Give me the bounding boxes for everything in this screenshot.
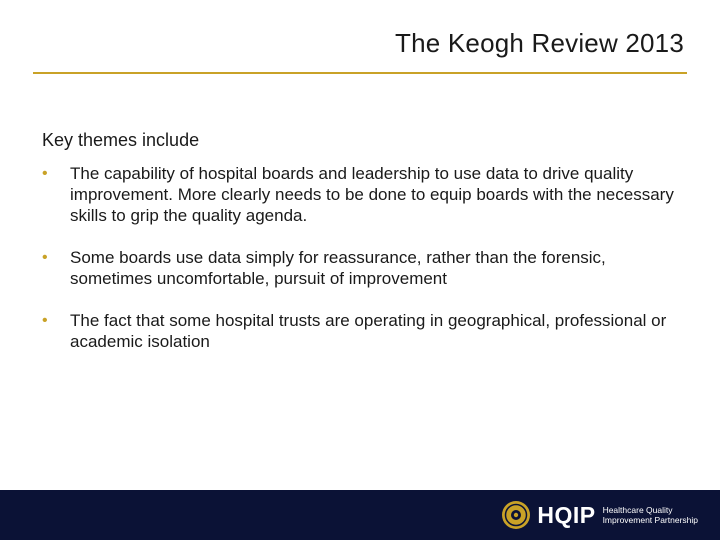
bullet-text: The capability of hospital boards and leadership to use data to drive quality improvement. More clearly needs to be done to equip boards with the necessary skills to grip the quality agenda.	[70, 164, 674, 225]
bullet-item	[42, 310, 682, 352]
hqip-logo	[501, 499, 698, 531]
key-themes-heading: Key themes include	[42, 130, 200, 150]
bullet-item	[42, 163, 682, 226]
logo-tagline-line1: Healthcare Quality	[602, 505, 673, 515]
bullet-item	[42, 247, 682, 289]
footer-bar	[0, 490, 720, 540]
key-themes-list	[42, 163, 682, 373]
bullet-text: Some boards use data simply for reassurance, rather than the forensic, sometimes uncomfortable, pursuit of improvement	[70, 248, 606, 288]
logo-wordmark: HQIP	[537, 501, 596, 528]
logo-tagline-line2: Improvement Partnership	[602, 515, 698, 525]
bullet-marker: •	[42, 249, 48, 266]
logo-tagline	[603, 505, 698, 525]
hqip-emblem-icon	[501, 500, 531, 530]
bullet-marker: •	[42, 165, 48, 182]
bullet-marker: •	[42, 312, 48, 329]
bullet-text: The fact that some hospital trusts are operating in geographical, professional or academic isolation	[70, 311, 667, 351]
slide-title: The Keogh Review 2013	[395, 28, 684, 58]
title-divider	[33, 72, 687, 74]
